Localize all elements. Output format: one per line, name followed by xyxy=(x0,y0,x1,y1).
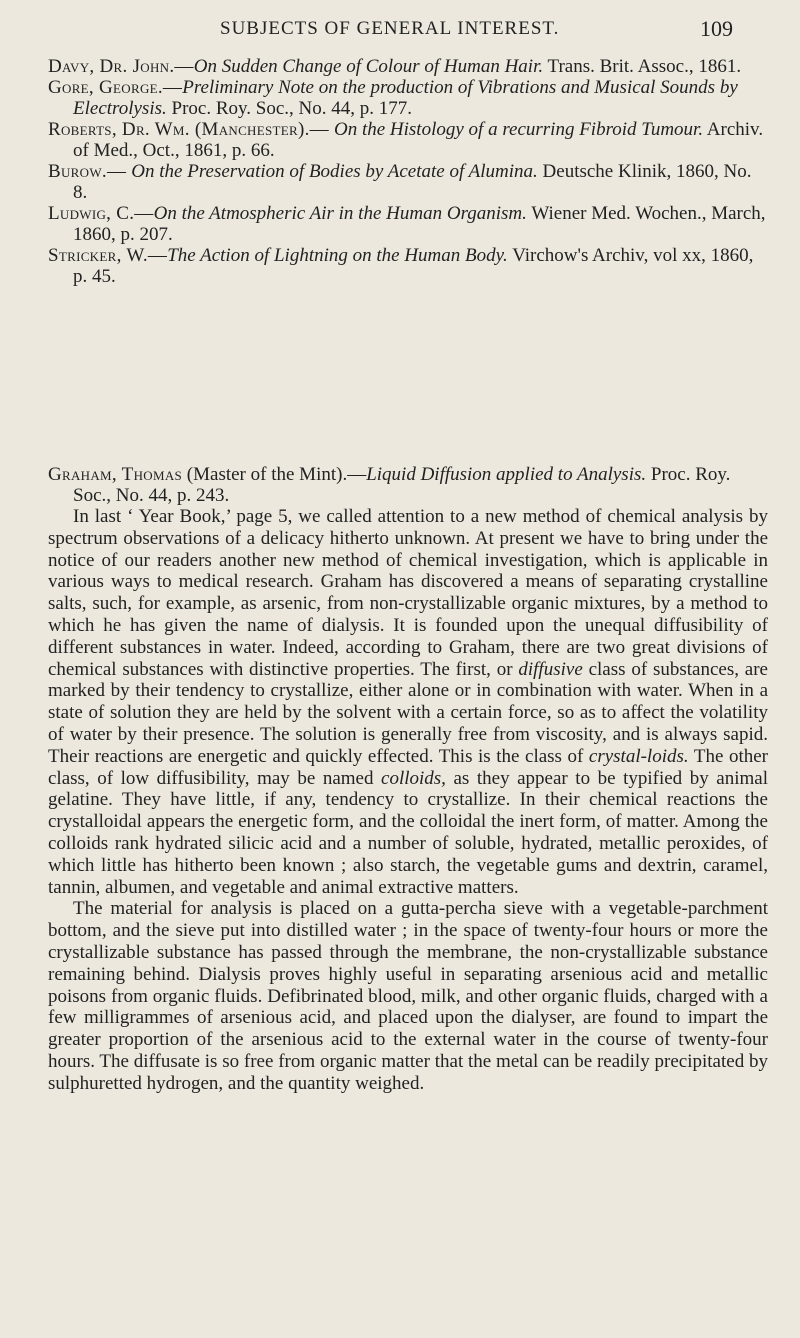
reference-author: Davy, Dr. John.— xyxy=(48,56,194,77)
reference-entry xyxy=(48,77,768,119)
reference-author: Gore, George.— xyxy=(48,77,183,98)
reference-list xyxy=(48,56,768,287)
reference-entry xyxy=(48,245,768,287)
body-text: The other class, of low diffusibility, may be named xyxy=(48,745,768,789)
body-paragraph: The material for analysis is placed on a gutta-percha sieve with a vegetable-parchment bottom, and the sieve put into distilled water ; in the space of twenty-four hours or more the crystallizable substance has passed through the membrane, the non-crystallizable substance remaining behind. Dialysis proves highly useful in separating arsenious acid and metallic poisons from organic fluids. Defibrinated blood, milk, and other organic fluids, charged with a few milligrammes of arsenious acid, and placed upon the dialyser, are found to impart the greater proportion of the arsenious acid to the external water in the course of twenty-four hours. The diffusate is so free from organic matter that the metal can be readily precipitated by sulphuretted hydrogen, and the quantity weighed. xyxy=(48,898,768,1094)
page-number: 109 xyxy=(700,16,733,41)
article-source: Proc. Roy. Soc., No. 44, p. 243. xyxy=(73,464,731,506)
reference-title: On the Histology of a recurring Fibroid Tumour. xyxy=(333,119,704,140)
reference-entry xyxy=(48,161,768,203)
body-paragraph xyxy=(48,506,768,898)
running-title: SUBJECTS OF GENERAL INTEREST. xyxy=(220,18,560,39)
article-author-note: (Master of the Mint).— xyxy=(182,464,367,485)
emphasis-term: crystal-loids. xyxy=(588,745,689,767)
body-text: as they appear to be typified by animal gelatine. They have little, if any, tendency to crystallize. In their chemical reactions the crystalloidal appears the energetic form, and the colloidal the inert form, of matter. Among the colloids rank hydrated silicic acid and a number of soluble, hydrated, metallic peroxides, of which little has hitherto been known ; also starch, the vegetable gums and dextrin, caramel, tannin, albumen, and vegetable and animal extractive matters. xyxy=(48,767,768,898)
reference-author: Ludwig, C.— xyxy=(48,203,154,224)
reference-source: Proc. Roy. Soc., No. 44, p. 177. xyxy=(166,98,412,119)
emphasis-term: diffusive xyxy=(518,658,583,680)
reference-entry xyxy=(48,203,768,245)
article-heading xyxy=(48,464,768,506)
reference-title: The Action of Lightning on the Human Body. xyxy=(167,245,508,266)
article-title: Liquid Diffusion applied to Analysis. xyxy=(366,464,647,485)
reference-author: Stricker, W.— xyxy=(48,245,168,266)
reference-title: Preliminary Note on the production of Vibrations and Musical Sounds by Electrolysis. xyxy=(73,77,738,119)
reference-source: Virchow's Archiv, vol xx, 1860, p. 45. xyxy=(73,245,754,287)
reference-title: On the Atmospheric Air in the Human Organism. xyxy=(153,203,527,224)
reference-author: Burow.— xyxy=(48,161,132,182)
reference-source: Deutsche Klinik, 1860, No. 8. xyxy=(73,161,752,203)
body-text: In last ‘ Year Book,’ page 5, we called attention to a new method of chemical analysis by spectrum observations of a delicacy hitherto unknown. At present we have to bring under the notice of our readers another new method of chemical investigation, which is applicable in various ways to medical research. Graham has discovered a means of separating crystalline salts, such, for example, as arsenic, from non-crystallizable organic mixtures, by a method to which he has given the name of dialysis. It is founded upon the unequal diffusibility of different substances in water. Indeed, according to Graham, there are two great divisions of chemical substances with distinctive properties. The first, or xyxy=(48,506,768,680)
article-author: Graham, Thomas xyxy=(48,464,183,485)
article xyxy=(48,464,768,1095)
reference-source: Archiv. of Med., Oct., 1861, p. 66. xyxy=(73,119,764,161)
reference-source: Wiener Med. Wochen., March, 1860, p. 207. xyxy=(73,203,766,245)
reference-source: Trans. Brit. Assoc., 1861. xyxy=(543,56,742,77)
reference-title: On Sudden Change of Colour of Human Hair. xyxy=(193,56,544,77)
body-text: class of substances, are marked by their tendency to crystallize, either alone or in combination with water. When in a state of solution they are held by the solvent with a certain force, so as to affect the volatility of water by their presence. The solution is generally free from viscosity, and is always sapid. Their reactions are energetic and quickly effected. This is the class of xyxy=(48,658,768,767)
reference-entry xyxy=(48,119,768,161)
reference-author: Roberts, Dr. Wm. (Manchester).— xyxy=(48,119,334,140)
emphasis-term: colloids, xyxy=(381,767,446,789)
reference-title: On the Preservation of Bodies by Acetate of Alumina. xyxy=(131,161,538,182)
reference-entry xyxy=(48,56,768,77)
page-header xyxy=(0,10,800,50)
